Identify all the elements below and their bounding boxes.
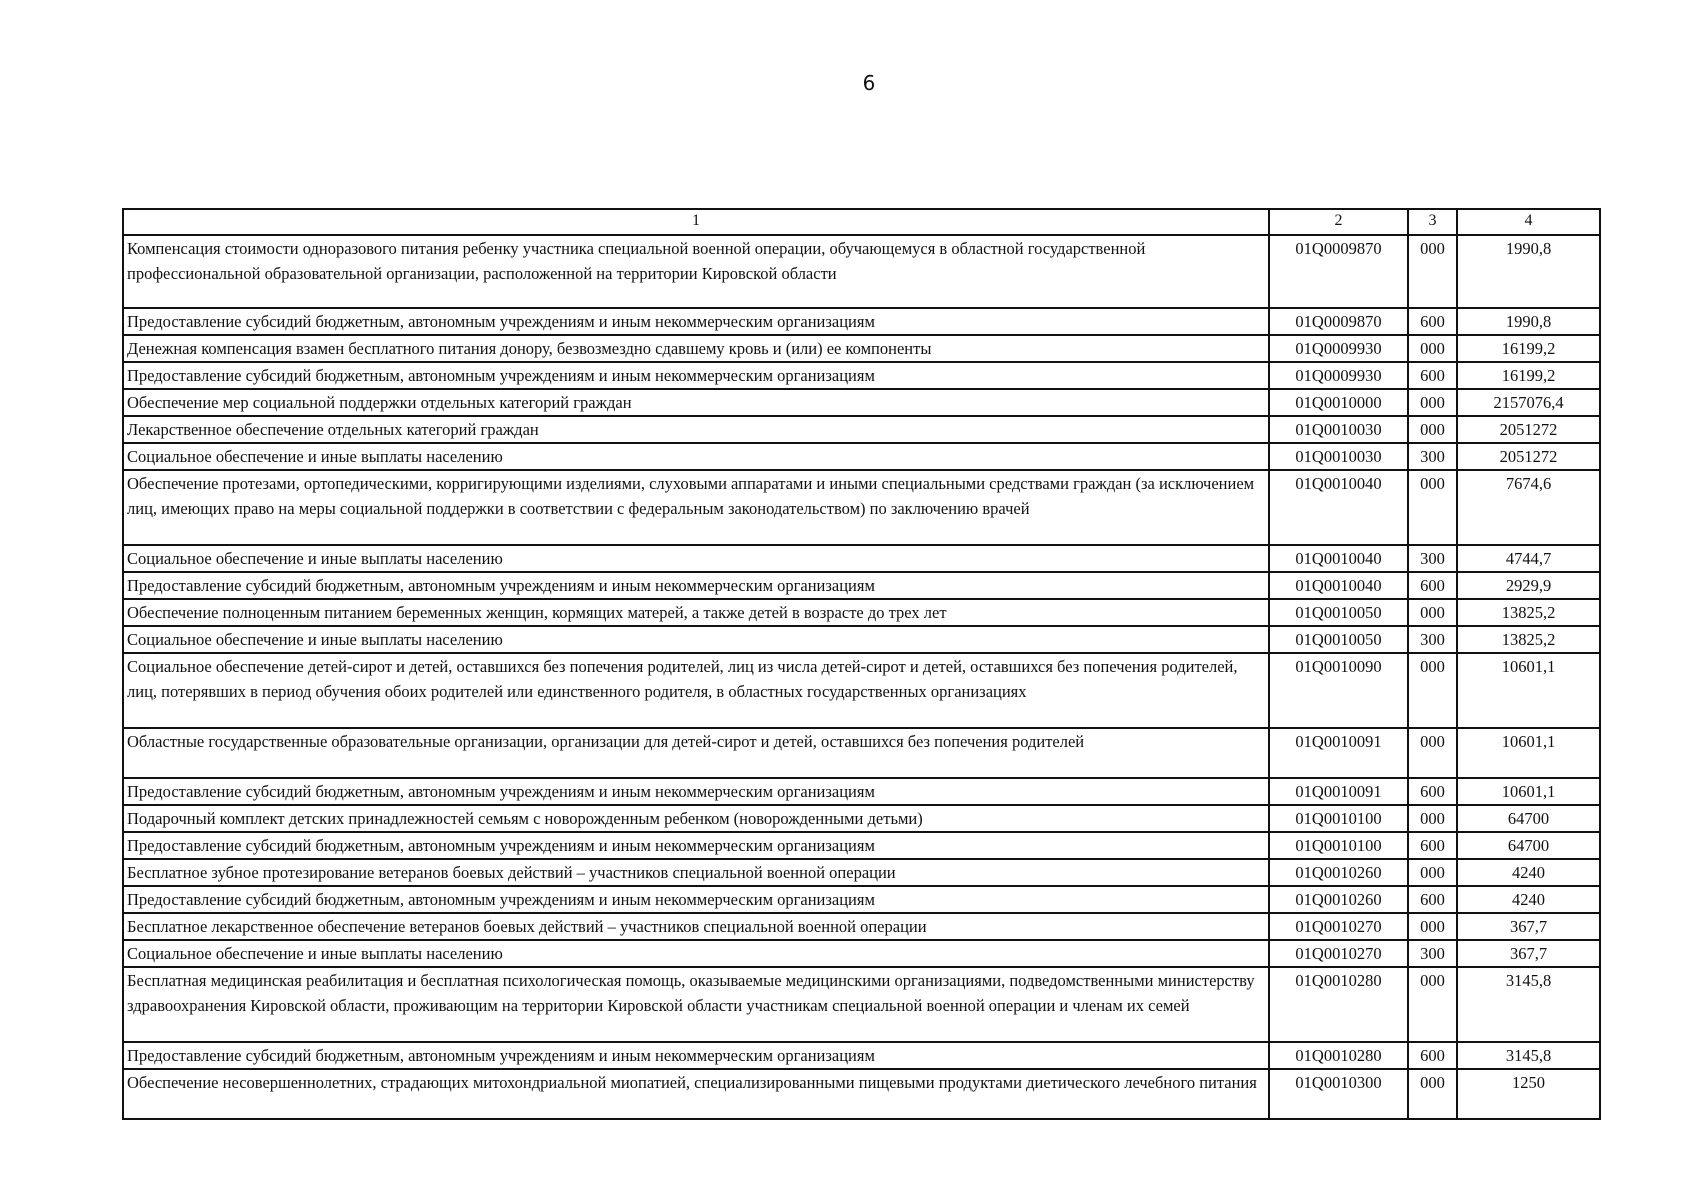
table-row: [123, 653, 1600, 728]
row-name-cell: Предоставление субсидий бюджетным, автономным учреждениям и иным некоммерческим организациям: [123, 572, 1269, 599]
row-code-cell: 01Q0010100: [1269, 805, 1408, 832]
row-type-cell: 600: [1408, 308, 1457, 335]
column-header-2: 2: [1269, 209, 1408, 235]
table-row: [123, 599, 1600, 626]
row-code-cell: 01Q0010090: [1269, 653, 1408, 728]
table-row: [123, 308, 1600, 335]
row-type-cell: 300: [1408, 545, 1457, 572]
row-sum-cell: 2157076,4: [1457, 389, 1600, 416]
row-code-cell: 01Q0009930: [1269, 362, 1408, 389]
table-row: [123, 1069, 1600, 1119]
table-row: [123, 778, 1600, 805]
row-code-cell: 01Q0010000: [1269, 389, 1408, 416]
table-row: [123, 859, 1600, 886]
row-name-cell: Лекарственное обеспечение отдельных категорий граждан: [123, 416, 1269, 443]
table-row: [123, 235, 1600, 308]
row-name-cell: Социальное обеспечение и иные выплаты населению: [123, 940, 1269, 967]
row-code-cell: 01Q0010030: [1269, 443, 1408, 470]
column-header-3: 3: [1408, 209, 1457, 235]
table-row: [123, 1042, 1600, 1069]
row-name-cell: Социальное обеспечение детей-сирот и детей, оставшихся без попечения родителей, лиц из числа детей-сирот и детей, оставшихся без попечения родителей, лиц, потерявших в период обучения обоих родителей или единственного родителя, в областных государственных организациях: [123, 653, 1269, 728]
table-row: [123, 416, 1600, 443]
row-code-cell: 01Q0010100: [1269, 832, 1408, 859]
row-type-cell: 000: [1408, 653, 1457, 728]
row-sum-cell: 2929,9: [1457, 572, 1600, 599]
row-sum-cell: 4240: [1457, 859, 1600, 886]
table-row: [123, 389, 1600, 416]
row-name-cell: Обеспечение мер социальной поддержки отдельных категорий граждан: [123, 389, 1269, 416]
row-name-cell: Денежная компенсация взамен бесплатного питания донору, безвозмездно сдавшему кровь и (или) ее компоненты: [123, 335, 1269, 362]
row-name-cell: Социальное обеспечение и иные выплаты населению: [123, 545, 1269, 572]
row-sum-cell: 3145,8: [1457, 1042, 1600, 1069]
table-row: [123, 362, 1600, 389]
row-type-cell: 000: [1408, 416, 1457, 443]
row-sum-cell: 16199,2: [1457, 335, 1600, 362]
row-type-cell: 600: [1408, 572, 1457, 599]
row-name-cell: Областные государственные образовательные организации, организации для детей-сирот и детей, оставшихся без попечения родителей: [123, 728, 1269, 778]
row-type-cell: 600: [1408, 362, 1457, 389]
row-code-cell: 01Q0010040: [1269, 545, 1408, 572]
row-code-cell: 01Q0009870: [1269, 235, 1408, 308]
row-type-cell: 600: [1408, 1042, 1457, 1069]
row-name-cell: Обеспечение полноценным питанием беременных женщин, кормящих матерей, а также детей в возрасте до трех лет: [123, 599, 1269, 626]
table-row: [123, 886, 1600, 913]
row-sum-cell: 3145,8: [1457, 967, 1600, 1042]
row-code-cell: 01Q0010040: [1269, 470, 1408, 545]
row-code-cell: 01Q0010030: [1269, 416, 1408, 443]
row-name-cell: Предоставление субсидий бюджетным, автономным учреждениям и иным некоммерческим организациям: [123, 308, 1269, 335]
row-code-cell: 01Q0010260: [1269, 886, 1408, 913]
row-sum-cell: 2051272: [1457, 443, 1600, 470]
row-name-cell: Предоставление субсидий бюджетным, автономным учреждениям и иным некоммерческим организациям: [123, 1042, 1269, 1069]
row-sum-cell: 1990,8: [1457, 235, 1600, 308]
row-type-cell: 600: [1408, 886, 1457, 913]
row-code-cell: 01Q0010270: [1269, 913, 1408, 940]
row-code-cell: 01Q0009870: [1269, 308, 1408, 335]
table-row: [123, 940, 1600, 967]
row-code-cell: 01Q0010280: [1269, 967, 1408, 1042]
row-sum-cell: 1990,8: [1457, 308, 1600, 335]
table-row: [123, 728, 1600, 778]
row-sum-cell: 4744,7: [1457, 545, 1600, 572]
row-sum-cell: 13825,2: [1457, 599, 1600, 626]
row-code-cell: 01Q0010300: [1269, 1069, 1408, 1119]
row-sum-cell: 367,7: [1457, 913, 1600, 940]
row-name-cell: Обеспечение протезами, ортопедическими, корригирующими изделиями, слуховыми аппаратами и иными специальными средствами граждан (за исключением лиц, имеющих право на меры социальной поддержки в соответствии с федеральным законодательством) по заключению врачей: [123, 470, 1269, 545]
row-name-cell: Предоставление субсидий бюджетным, автономным учреждениям и иным некоммерческим организациям: [123, 778, 1269, 805]
row-code-cell: 01Q0010091: [1269, 778, 1408, 805]
table-row: [123, 335, 1600, 362]
row-name-cell: Социальное обеспечение и иные выплаты населению: [123, 443, 1269, 470]
row-code-cell: 01Q0009930: [1269, 335, 1408, 362]
table-row: [123, 913, 1600, 940]
table-row: [123, 572, 1600, 599]
row-type-cell: 000: [1408, 728, 1457, 778]
row-name-cell: Социальное обеспечение и иные выплаты населению: [123, 626, 1269, 653]
table-row: [123, 832, 1600, 859]
row-sum-cell: 4240: [1457, 886, 1600, 913]
row-sum-cell: 10601,1: [1457, 653, 1600, 728]
row-sum-cell: 13825,2: [1457, 626, 1600, 653]
row-sum-cell: 1250: [1457, 1069, 1600, 1119]
row-sum-cell: 2051272: [1457, 416, 1600, 443]
budget-table: [122, 208, 1601, 1120]
row-name-cell: Бесплатное лекарственное обеспечение ветеранов боевых действий – участников специальной военной операции: [123, 913, 1269, 940]
row-name-cell: Предоставление субсидий бюджетным, автономным учреждениям и иным некоммерческим организациям: [123, 362, 1269, 389]
table-row: [123, 545, 1600, 572]
row-type-cell: 000: [1408, 913, 1457, 940]
table-row: [123, 967, 1600, 1042]
row-code-cell: 01Q0010050: [1269, 599, 1408, 626]
row-sum-cell: 64700: [1457, 832, 1600, 859]
row-type-cell: 000: [1408, 967, 1457, 1042]
row-name-cell: Обеспечение несовершеннолетних, страдающих митохондриальной миопатией, специализированными пищевыми продуктами диетического лечебного питания: [123, 1069, 1269, 1119]
row-type-cell: 600: [1408, 832, 1457, 859]
row-code-cell: 01Q0010270: [1269, 940, 1408, 967]
row-name-cell: Предоставление субсидий бюджетным, автономным учреждениям и иным некоммерческим организациям: [123, 886, 1269, 913]
row-sum-cell: 367,7: [1457, 940, 1600, 967]
row-sum-cell: 64700: [1457, 805, 1600, 832]
row-name-cell: Подарочный комплект детских принадлежностей семьям с новорожденным ребенком (новорожденными детьми): [123, 805, 1269, 832]
table-row: [123, 443, 1600, 470]
row-code-cell: 01Q0010040: [1269, 572, 1408, 599]
row-type-cell: 600: [1408, 778, 1457, 805]
row-code-cell: 01Q0010050: [1269, 626, 1408, 653]
row-sum-cell: 7674,6: [1457, 470, 1600, 545]
row-type-cell: 000: [1408, 335, 1457, 362]
table-row: [123, 626, 1600, 653]
row-type-cell: 000: [1408, 599, 1457, 626]
row-name-cell: Компенсация стоимости одноразового питания ребенку участника специальной военной операции, обучающемуся в областной государственной профессиональной образовательной организации, расположенной на территории Кировской области: [123, 235, 1269, 308]
row-type-cell: 000: [1408, 470, 1457, 545]
row-name-cell: Бесплатная медицинская реабилитация и бесплатная психологическая помощь, оказываемые медицинскими организациями, подведомственными министерству здравоохранения Кировской области, проживающим на территории Кировской области участникам специальной военной операции и членам их семей: [123, 967, 1269, 1042]
page-number: 6: [862, 71, 876, 95]
table-row: [123, 805, 1600, 832]
row-type-cell: 000: [1408, 389, 1457, 416]
row-type-cell: 300: [1408, 626, 1457, 653]
column-header-1: 1: [123, 209, 1269, 235]
row-sum-cell: 16199,2: [1457, 362, 1600, 389]
row-type-cell: 000: [1408, 1069, 1457, 1119]
column-header-4: 4: [1457, 209, 1600, 235]
row-type-cell: 000: [1408, 859, 1457, 886]
table-header-row: [123, 209, 1600, 235]
table-body: [123, 235, 1600, 1119]
row-type-cell: 000: [1408, 235, 1457, 308]
row-name-cell: Бесплатное зубное протезирование ветеранов боевых действий – участников специальной военной операции: [123, 859, 1269, 886]
row-code-cell: 01Q0010280: [1269, 1042, 1408, 1069]
row-type-cell: 000: [1408, 805, 1457, 832]
row-type-cell: 300: [1408, 940, 1457, 967]
table-row: [123, 470, 1600, 545]
row-sum-cell: 10601,1: [1457, 778, 1600, 805]
row-sum-cell: 10601,1: [1457, 728, 1600, 778]
row-code-cell: 01Q0010260: [1269, 859, 1408, 886]
row-name-cell: Предоставление субсидий бюджетным, автономным учреждениям и иным некоммерческим организациям: [123, 832, 1269, 859]
row-type-cell: 300: [1408, 443, 1457, 470]
row-code-cell: 01Q0010091: [1269, 728, 1408, 778]
